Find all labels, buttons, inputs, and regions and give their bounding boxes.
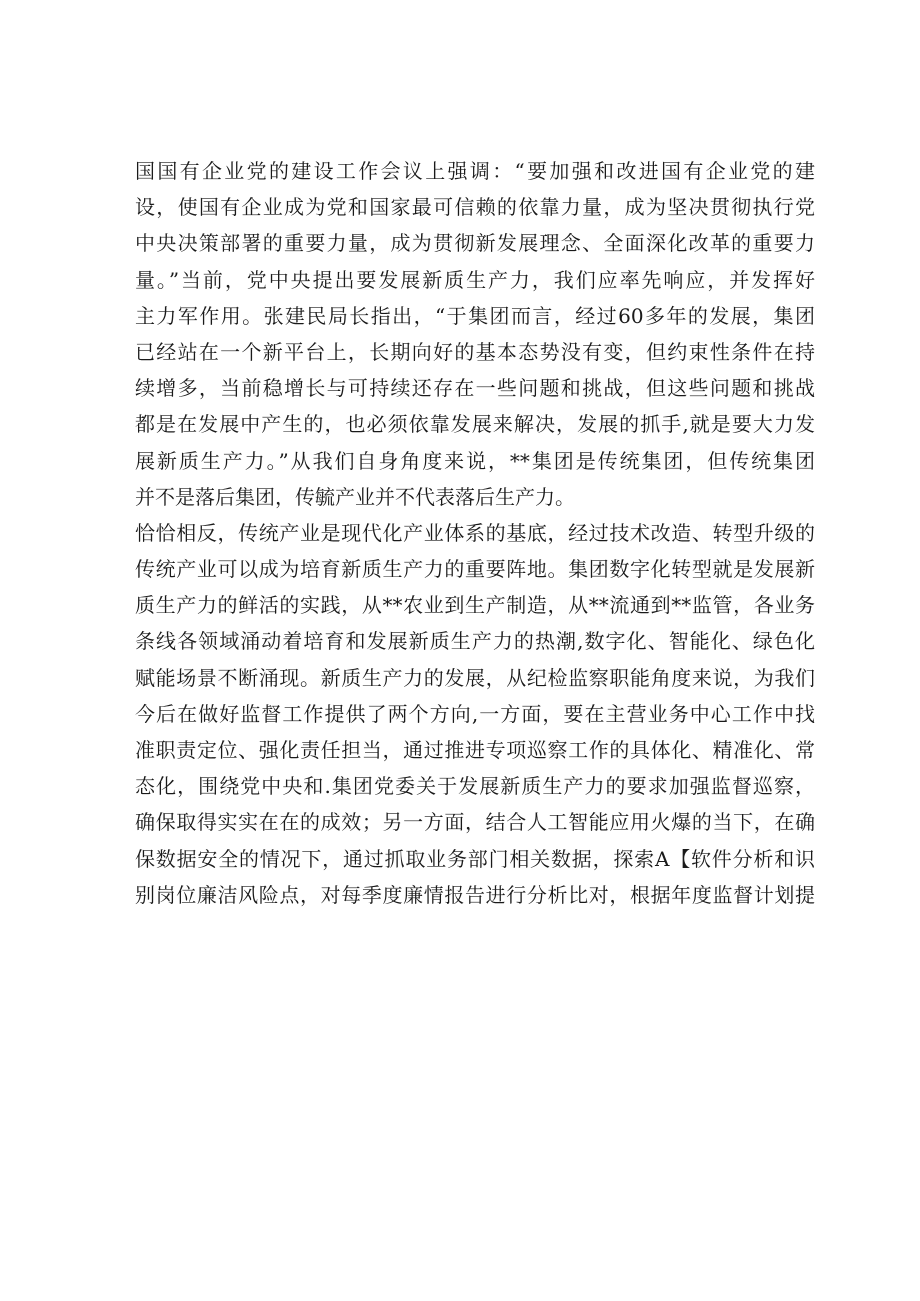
- text-line: 量。”当前，党中央提出要发展新质生产力，我们应率先响应，并发挥好: [135, 267, 815, 292]
- text-line: 恰恰相反，传统产业是现代化产业体系的基底，经过技术改造、转型升级的: [135, 520, 815, 545]
- text-line: 别岗位廉洁风险点，对每季度廉情报告进行分析比对，根据年度监督计划提: [135, 882, 815, 907]
- text-line: 中央决策部署的重要力量，成为贯彻新发展理念、全面深化改革的重要力: [135, 231, 815, 256]
- text-line: 设，使国有企业成为党和国家最可信赖的依靠力量，成为坚决贯彻执行党: [135, 195, 815, 220]
- text-line: 传统产业可以成为培育新质生产力的重要阵地。集团数字化转型就是发展新: [135, 557, 815, 582]
- text-line: 保数据安全的情况下，通过抓取业务部门相关数据，探索A【软件分析和识: [135, 846, 815, 871]
- text-line: 续增多，当前稳增长与可持续还存在一些问题和挑战，但这些问题和挑战: [135, 376, 815, 401]
- text-line: 展新质生产力。”从我们自身角度来说，**集团是传统集团，但传统集团: [135, 448, 815, 473]
- text-line: 条线各领域涌动着培育和发展新质生产力的热潮,数字化、智能化、绿色化: [135, 629, 815, 654]
- text-line: 并不是落后集团，传毓产业并不代表落后生产力。: [135, 484, 575, 509]
- text-line: 确保取得实实在在的成效；另一方面，结合人工智能应用火爆的当下，在确: [135, 810, 815, 835]
- body-text: [135, 153, 815, 913]
- text-line: 准职责定位、强化责任担当，通过推进专项巡察工作的具体化、精准化、常: [135, 738, 815, 762]
- text-line: 主力军作用。张建民局长指出，“于集团而言，经过60多年的发展，集团: [135, 303, 815, 328]
- text-line: 态化，围绕党中央和.集团党委关于发展新质生产力的要求加强监督巡察，: [135, 774, 815, 799]
- text-line: 赋能场景不断涌现。新质生产力的发展，从纪检监察职能角度来说，为我们: [135, 665, 815, 690]
- text-line: 今后在做好监督工作提供了两个方向,一方面，要在主营业务中心工作中找: [135, 701, 815, 726]
- text-line: 质生产力的鲜活的实践，从**农业到生产制造，从**流通到**监管，各业务: [135, 593, 815, 618]
- text-line: 已经站在一个新平台上，长期向好的基本态势没有变，但约束性条件在持: [135, 339, 815, 364]
- text-line: 国国有企业党的建设工作会议上强调：“要加强和改进国有企业党的建: [135, 159, 815, 183]
- text-line: 都是在发展中产生的，也必须依靠发展来解决，发展的抓手,就是要大力发: [135, 412, 815, 437]
